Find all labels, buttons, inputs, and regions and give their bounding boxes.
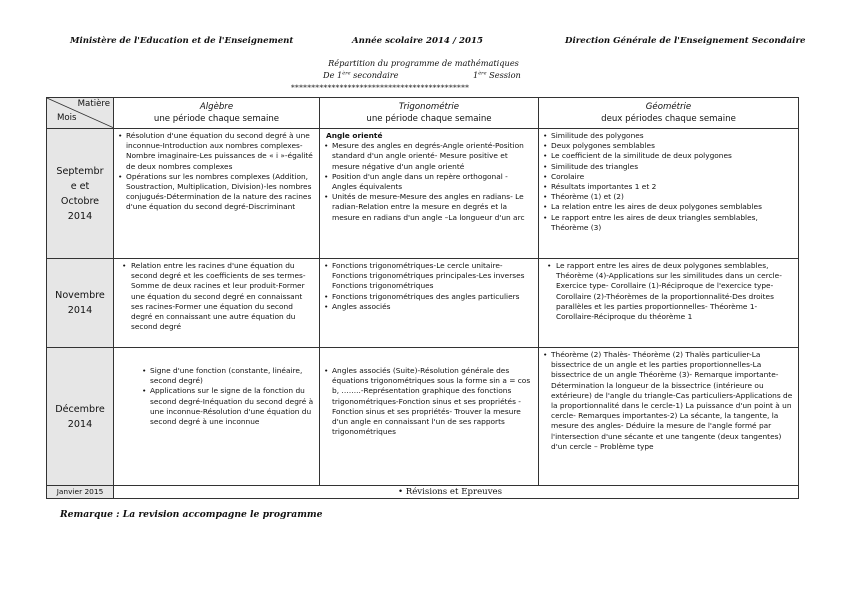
- header-direction: Direction Générale de l'Enseignement Secondaire: [565, 36, 806, 46]
- program-table: [46, 97, 799, 499]
- list-item: • Signe d'une fonction (constante, linéaire, second degré): [117, 366, 316, 386]
- list-item: • Applications sur le signe de la fonction du second degré-Inéquation du second degré à une inconnue-Résolution d'une équation du second degré à une inconnue: [117, 386, 316, 427]
- corner-cell: [47, 98, 114, 129]
- list-item: • Le coefficient de la similitude de deux polygones: [542, 151, 795, 161]
- list-item: • Similitude des triangles: [542, 162, 795, 172]
- trigo-cell-decembre: [320, 348, 539, 486]
- list-item: • Opérations sur les nombres complexes (Addition, Soustraction, Multiplication, Division)-les nombres conjugués-Détermination de la nature des racines d'une équation du second degré-Discriminant: [117, 172, 316, 213]
- list-item: • Position d'un angle dans un repère orthogonal - Angles équivalents: [323, 172, 535, 192]
- revisions-cell: • Révisions et Epreuves: [114, 486, 799, 499]
- table-row: [47, 129, 799, 259]
- column-header-trigonometrie: Trigonométrie une période chaque semaine: [320, 98, 539, 129]
- table-row: [47, 259, 799, 348]
- list-item: • Corolaire: [542, 172, 795, 182]
- algebre-cell-novembre: [114, 259, 320, 348]
- revisions-text: Révisions et Epreuves: [405, 487, 503, 497]
- trigo-cell-novembre: [320, 259, 539, 348]
- corner-month-label: Mois: [57, 113, 77, 123]
- list-item: • Angles associés (Suite)-Résolution générale des équations trigonométriques sous la forme sin a = cos b, ……..-Représentation graphique des fonctions trigonométriques-Fonction sinus et ses propriétés - Fonction sinus et ses propriétés- Trouver la mesure d'un angle en connaissant l'un de ses rapports trigonométriques: [323, 366, 535, 437]
- trigo-section-heading: Angle orienté: [326, 131, 383, 140]
- subtitle-title: Répartition du programme de mathématiques: [328, 58, 519, 68]
- month-cell-novembre: Novembre 2014: [47, 259, 114, 348]
- algebre-cell-decembre: [114, 348, 320, 486]
- list-item: • Fonctions trigonométriques des angles particuliers: [323, 292, 535, 302]
- geometrie-cell-decembre: [539, 348, 799, 486]
- month-cell-janvier: Janvier 2015: [47, 486, 114, 499]
- stars-separator: ********************************************: [291, 83, 470, 92]
- list-item: • La relation entre les aires de deux polygones semblables: [542, 202, 795, 212]
- list-item: • Le rapport entre les aires de deux triangles semblables, Théorème (3): [542, 213, 795, 233]
- column-header-algebre: Algèbre une période chaque semaine: [114, 98, 320, 129]
- geometrie-cell-sept-oct: [539, 129, 799, 259]
- list-item: • Le rapport entre les aires de deux polygones semblables, Théorème (4)-Applications sur les similitudes dans un cercle-Exercice type- Corollaire (1)-Réciproque de l'exercice type- Corollaire (2)-Théorèmes de la proportionnalité-Des droites parallèles et les parties proportionnelles- Théorème 1-Corollaire-Réciproque du théorème 1: [542, 261, 795, 322]
- geometrie-cell-novembre: [539, 259, 799, 348]
- month-cell-sept-oct: Septembr e et Octobre 2014: [47, 129, 114, 259]
- header-ministry: Ministère de l'Education et de l'Enseignement: [70, 36, 294, 46]
- list-item: • Théorème (2) Thalès- Théorème (2) Thalès particulier-La bissectrice de un angle et les parties proportionnelles-La bissectrice de un angle Théorème (3)- Remarque importante-Détermination la longueur de la bissectrice (intérieure ou extérieure) de l'angle du triangle-Cas particuliers-Applications de la proportionnalité dans le cercle-1) La puissance d'un point à un cercle- Remarques importantes-2) La sécante, la tangente, la mesure des angles- Déduire la mesure de l'angle formé par l'intersection d'une sécante et une tangente (deux tangentes) d'un cercle – Problème type: [542, 350, 795, 452]
- table-row: [47, 348, 799, 486]
- list-item: • Angles associés: [323, 302, 535, 312]
- list-item: • Deux polygones semblables: [542, 141, 795, 151]
- trigo-cell-sept-oct: [320, 129, 539, 259]
- table-row: [47, 486, 799, 499]
- algebre-cell-sept-oct: [114, 129, 320, 259]
- corner-subject-label: Matière: [77, 99, 110, 109]
- list-item: • Théorème (1) et (2): [542, 192, 795, 202]
- list-item: • Résultats importantes 1 et 2: [542, 182, 795, 192]
- header-school-year: Année scolaire 2014 / 2015: [352, 36, 483, 46]
- table-header-row: [47, 98, 799, 129]
- month-cell-decembre: Décembre 2014: [47, 348, 114, 486]
- footer-remark: Remarque : La revision accompagne le programme: [60, 509, 323, 520]
- list-item: • Relation entre les racines d'une équation du second degré et les coefficients de ses termes-Somme de deux racines et leur produit-Former une équation du second degré en connaissant ses racines-Former une équation du second degré en connaissant une autre équation du second degré: [117, 261, 316, 332]
- column-header-geometrie: Géométrie deux périodes chaque semaine: [539, 98, 799, 129]
- list-item: • Unités de mesure-Mesure des angles en radians- Le radian-Relation entre la mesure en degrés et la mesure en radians d'un angle –La longueur d'un arc: [323, 192, 535, 223]
- list-item: • Mesure des angles en degrés-Angle orienté-Position standard d'un angle orienté- Mesure positive et mesure négative d'un angle orienté: [323, 141, 535, 172]
- list-item: • Résolution d'une équation du second degré à une inconnue-Introduction aux nombres complexes-Nombre imaginaire-Les puissances de « i »-égalité de deux nombres complexes: [117, 131, 316, 172]
- list-item: • Fonctions trigonométriques-Le cercle unitaire-Fonctions trigonométriques principales-Les inverses Fonctions trigonométriques: [323, 261, 535, 292]
- list-item: • Similitude des polygones: [542, 131, 795, 141]
